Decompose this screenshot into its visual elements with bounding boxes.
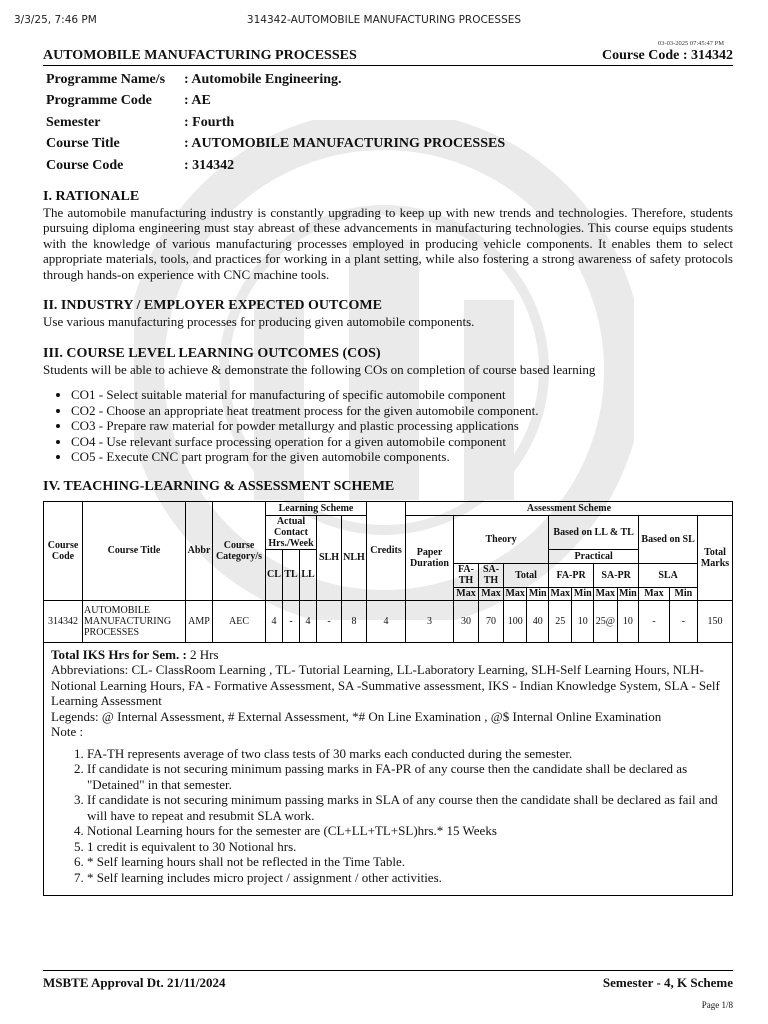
title-bar bbox=[43, 48, 733, 66]
page-number: Page 1/8 bbox=[701, 1000, 733, 1010]
th-max: Max bbox=[550, 588, 570, 599]
th-category: Course Category/s bbox=[213, 501, 266, 600]
meta-row bbox=[46, 69, 733, 91]
cell-total-max: 100 bbox=[504, 600, 527, 642]
th-sa-pr: SA-PR bbox=[594, 563, 639, 587]
note-label: Note : bbox=[51, 724, 84, 739]
cell-fa-pr-max: 25 bbox=[549, 600, 572, 642]
meta-key: Course Title bbox=[46, 136, 120, 152]
course-meta bbox=[46, 69, 733, 177]
note-item: 3. If candidate is not securing minimum passing marks in SLA of any course then the candidate shall be declared as fail and will have to repeat and resubmit SLA work. bbox=[87, 792, 725, 823]
scheme-notes bbox=[43, 643, 733, 897]
iks-label: Total IKS Hrs for Sem. : bbox=[51, 646, 187, 662]
meta-value: : 314342 bbox=[184, 157, 235, 173]
th-paper-duration: Paper Duration bbox=[406, 515, 454, 600]
meta-row bbox=[46, 112, 733, 134]
section-outcome-title: II. INDUSTRY / EMPLOYER EXPECTED OUTCOME bbox=[43, 298, 382, 313]
doc-course-code: Course Code : 314342 bbox=[601, 48, 733, 63]
th-nlh: NLH bbox=[342, 515, 367, 600]
legends: Legends: @ Internal Assessment, # External Assessment, *# On Line Examination , @$ Internal Online Examination bbox=[51, 708, 662, 724]
th-max: Max bbox=[505, 588, 525, 599]
page-footer bbox=[43, 970, 733, 991]
print-title: 314342-AUTOMOBILE MANUFACTURING PROCESSES bbox=[246, 14, 522, 26]
iks-value: 2 Hrs bbox=[186, 646, 219, 662]
cell-category: AEC bbox=[213, 600, 266, 642]
cell-sa-th: 70 bbox=[479, 600, 504, 642]
th-max: Max bbox=[479, 587, 504, 600]
meta-key: Programme Code bbox=[46, 93, 152, 109]
cell-cl: 4 bbox=[266, 600, 283, 642]
notes-list bbox=[51, 746, 725, 886]
cell-fa-pr-min: 10 bbox=[572, 600, 594, 642]
th-abbr: Abbr bbox=[186, 501, 213, 600]
th-course-code: Course Code bbox=[44, 501, 83, 600]
co-item: • CO1 - Select suitable material for manufacturing of specific automobile component bbox=[71, 387, 733, 403]
th-max: Max bbox=[454, 587, 479, 600]
th-min: Min bbox=[669, 587, 697, 600]
print-datetime: 3/3/25, 7:46 PM bbox=[14, 14, 97, 26]
th-max: Max bbox=[639, 587, 670, 600]
th-assessment-scheme: Assessment Scheme bbox=[406, 501, 733, 515]
th-learning-scheme: Learning Scheme bbox=[266, 501, 367, 515]
scheme-table bbox=[43, 501, 733, 643]
th-max: Max bbox=[595, 588, 616, 599]
meta-row bbox=[46, 134, 733, 156]
meta-value: : Automobile Engineering. bbox=[184, 71, 342, 87]
document-page bbox=[43, 48, 733, 896]
note-item: 6. * Self learning hours shall not be reflected in the Time Table. bbox=[87, 854, 725, 870]
meta-key: Semester bbox=[46, 114, 101, 130]
th-fa-th: FA-TH bbox=[454, 563, 479, 587]
cell-total-min: 40 bbox=[527, 600, 549, 642]
co-item: • CO5 - Execute CNC part program for the given automobile components. bbox=[71, 449, 733, 465]
section-rationale-title: I. RATIONALE bbox=[43, 188, 140, 204]
generated-timestamp: 03-03-2025 07:45:47 PM bbox=[657, 40, 724, 47]
meta-value: : Fourth bbox=[184, 114, 235, 130]
note-item: 7. * Self learning includes micro project / assignment / other activities. bbox=[87, 870, 725, 886]
th-theory: Theory bbox=[454, 515, 549, 563]
note-item: 1. FA-TH represents average of two class tests of 30 marks each conducted during the semester. bbox=[87, 746, 725, 762]
th-based-sl: Based on SL bbox=[639, 515, 698, 563]
cell-total-marks: 150 bbox=[698, 600, 733, 642]
semester-scheme: Semester - 4, K Scheme bbox=[602, 975, 733, 990]
rationale-text: The automobile manufacturing industry is constantly upgrading to keep up with new trends and technologies. Therefore, students pursuing diploma engineering must stay abreast of these advancements in manufacturing technologies. This course equips students with the knowledge of various manufacturing processes employed in producing vehicle components. It enables them to select appropriate materials, tools, and practices for working in a plant setting, while also fostering a strong awareness of safety protocols through hands-on experience with CNC machine tools. bbox=[43, 204, 733, 282]
co-item: • CO4 - Use relevant surface processing operation for a given automobile component bbox=[71, 434, 733, 450]
th-based-ll-tl: Based on LL & TL bbox=[549, 515, 639, 549]
section-scheme-title: IV. TEACHING-LEARNING & ASSESSMENT SCHEME bbox=[43, 478, 395, 494]
th-sla: SLA bbox=[639, 563, 698, 587]
th-sa-th: SA-TH bbox=[479, 563, 504, 587]
cell-sla-max: - bbox=[639, 600, 670, 642]
note-item: 2. If candidate is not securing minimum passing marks in FA-PR of any course then the candidate shall be declared as "Detained" in that semester. bbox=[87, 761, 725, 792]
meta-value: : AE bbox=[184, 93, 211, 109]
cos-intro: Students will be able to achieve & demonstrate the following COs on completion of course based learning bbox=[43, 361, 596, 377]
th-ll: LL bbox=[300, 549, 317, 600]
meta-key: Course Code bbox=[46, 157, 124, 173]
cell-sa-pr-max: 25@ bbox=[594, 600, 617, 642]
th-cl: CL bbox=[266, 549, 283, 600]
th-min: Min bbox=[528, 588, 547, 599]
cell-nlh: 8 bbox=[342, 600, 367, 642]
cell-fa-th: 30 bbox=[454, 600, 479, 642]
doc-title: AUTOMOBILE MANUFACTURING PROCESSES bbox=[43, 48, 357, 63]
th-credits: Credits bbox=[367, 501, 406, 600]
cell-sla-min: - bbox=[669, 600, 697, 642]
section-cos-title: III. COURSE LEVEL LEARNING OUTCOMES (COS) bbox=[43, 345, 381, 361]
th-practical: Practical bbox=[549, 549, 639, 563]
table-row bbox=[44, 600, 733, 642]
meta-key: Programme Name/s bbox=[46, 71, 166, 87]
meta-value: : AUTOMOBILE MANUFACTURING PROCESSES bbox=[184, 136, 506, 152]
th-total-marks: Total Marks bbox=[698, 515, 733, 600]
th-min: Min bbox=[618, 588, 637, 599]
cell-sa-pr-min: 10 bbox=[617, 600, 639, 642]
th-slh: SLH bbox=[317, 515, 342, 600]
outcome-text: Use various manufacturing processes for producing given automobile components. bbox=[43, 314, 475, 329]
th-tl: TL bbox=[283, 549, 300, 600]
cell-paper: 3 bbox=[406, 600, 454, 642]
approval-date: MSBTE Approval Dt. 21/11/2024 bbox=[43, 975, 226, 990]
cell-ll: 4 bbox=[300, 600, 317, 642]
note-item: 4. Notional Learning hours for the semester are (CL+LL+TL+SL)hrs.* 15 Weeks bbox=[87, 823, 725, 839]
cell-tl: - bbox=[283, 600, 300, 642]
note-item: 5. 1 credit is equivalent to 30 Notional hrs. bbox=[87, 839, 725, 855]
co-list bbox=[43, 387, 733, 465]
co-item: • CO2 - Choose an appropriate heat treatment process for the given automobile component. bbox=[71, 403, 733, 419]
th-fa-pr: FA-PR bbox=[549, 563, 594, 587]
co-item: • CO3 - Prepare raw material for powder metallurgy and plastic processing applications bbox=[71, 418, 733, 434]
abbreviations: Abbreviations: CL- ClassRoom Learning , TL- Tutorial Learning, LL-Laboratory Learning, SLH-Self Learning Hours, NLH-Notional Learning Hours, FA - Formative Assessment, SA -Summative assessment, IKS - Indian Knowledge System, SLA - Self Learning Assessment bbox=[51, 662, 720, 708]
cell-title: AUTOMOBILE MANUFACTURING PROCESSES bbox=[83, 600, 186, 642]
meta-row bbox=[46, 155, 733, 177]
cell-code: 314342 bbox=[44, 600, 83, 642]
cell-abbr: AMP bbox=[186, 600, 213, 642]
cell-slh: - bbox=[317, 600, 342, 642]
th-total: Total bbox=[504, 563, 549, 587]
meta-row bbox=[46, 91, 733, 113]
th-course-title: Course Title bbox=[83, 501, 186, 600]
th-actual-contact: Actual Contact Hrs./Week bbox=[266, 515, 317, 549]
cell-credits: 4 bbox=[367, 600, 406, 642]
th-min: Min bbox=[573, 588, 592, 599]
